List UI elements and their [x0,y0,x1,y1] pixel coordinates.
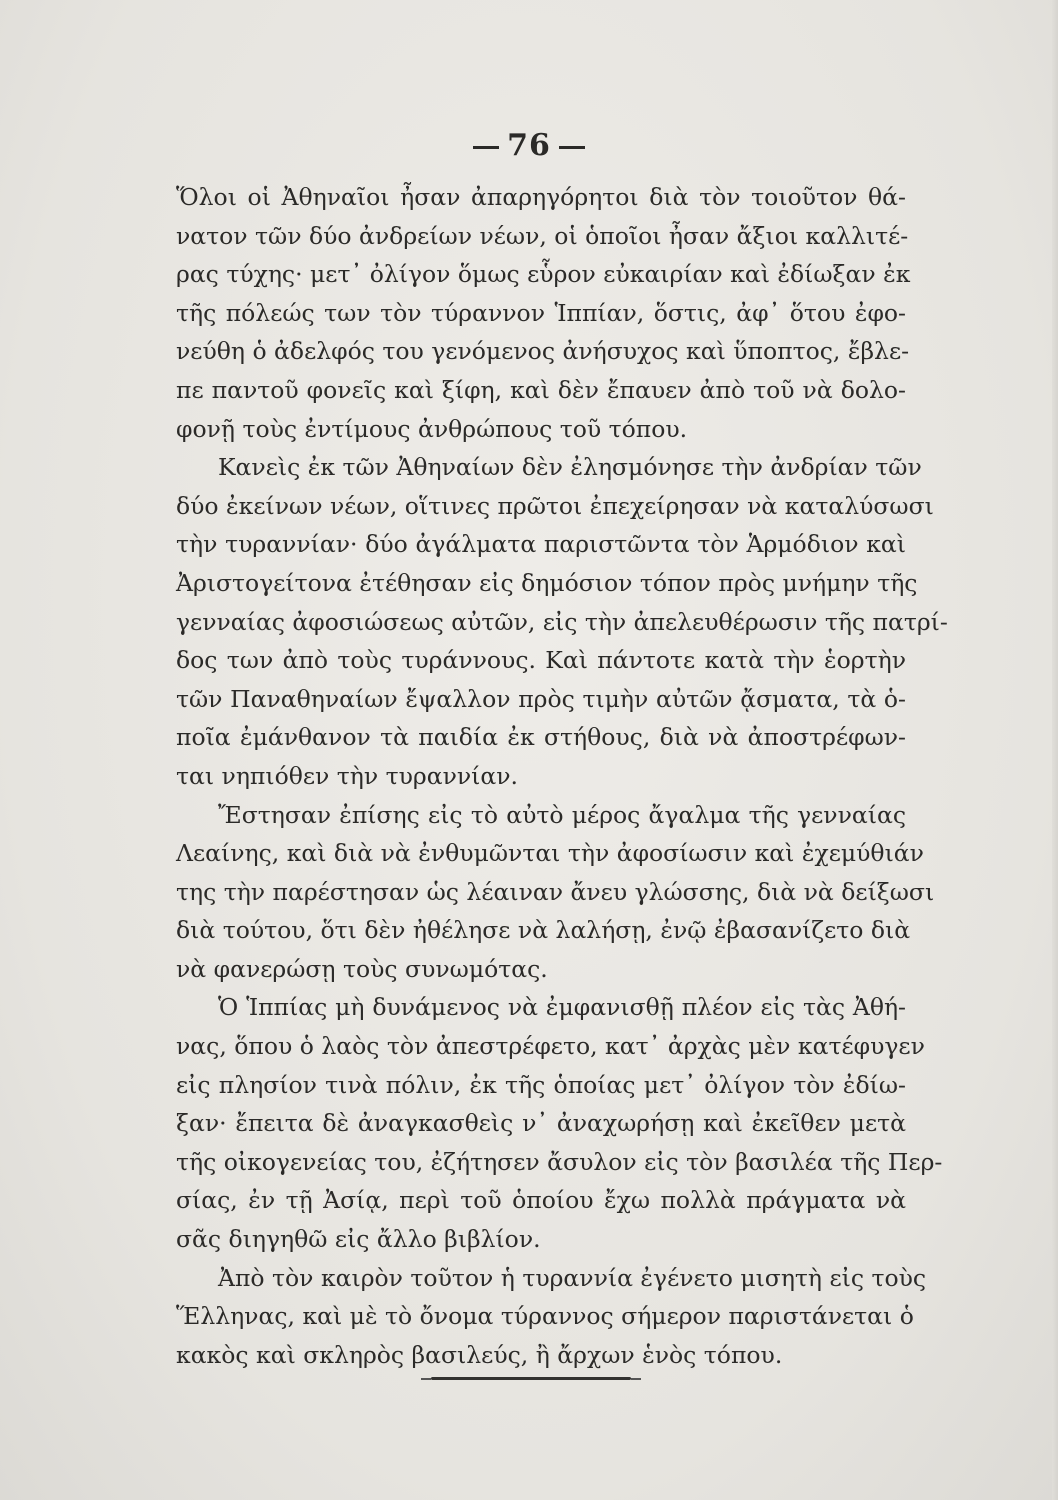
paragraph-5 [176,1259,927,1375]
text-line: δύο ἐκείνων νέων, οἵτινες πρῶτοι ἐπεχείρησαν νὰ καταλύσωσι [176,491,934,520]
paragraph-4 [176,988,943,1258]
page-number-value: 76 [507,128,551,163]
text-line: Ὅλοι οἱ Ἀθηναῖοι ἦσαν ἀπαρηγόρητοι διὰ τὸν τοιοῦτον θά- [176,183,906,211]
paragraph-1 [176,178,911,448]
text-line: Ἕλληνας, καὶ μὲ τὸ ὄνομα τύραννος σήμερον παριστάνεται ὁ [176,1302,914,1331]
page-number [0,128,1058,163]
text-line: Ἀριστογείτονα ἐτέθησαν εἰς δημόσιον τόπον πρὸς μνήμην τῆς [176,568,918,597]
paragraph-2 [176,448,948,795]
end-of-section-rule [431,1377,631,1380]
page-number-dash-left [473,146,499,149]
text-line: Ἀπὸ τὸν καιρὸν τοῦτον ἡ τυραννία ἐγένετο μισητὴ εἰς τοὺς [218,1263,927,1292]
text-line: φονῇ τοὺς ἐντίμους ἀνθρώπους τοῦ τόπου. [176,414,688,443]
text-line: σᾶς διηγηθῶ εἰς ἄλλο βιβλίον. [176,1225,541,1254]
text-line: τῶν Παναθηναίων ἔψαλλον πρὸς τιμὴν αὐτῶν ᾄσματα, τὰ ὁ- [176,684,906,713]
body-text [176,178,948,1374]
text-line: ρας τύχης· μετ᾿ ὀλίγον ὅμως εὗρον εὐκαιρίαν καὶ ἐδίωξαν ἐκ [176,260,911,289]
text-line: εἰς πλησίον τινὰ πόλιν, ἐκ τῆς ὁποίας μετ᾿ ὀλίγον τὸν ἐδίω- [176,1070,906,1099]
page-number-dash-right [559,146,585,149]
text-line: της τὴν παρέστησαν ὡς λέαιναν ἄνευ γλώσσης, διὰ νὰ δείξωσι [176,877,935,906]
text-line: Κανεὶς ἐκ τῶν Ἀθηναίων δὲν ἐλησμόνησε τὴν ἀνδρίαν τῶν [218,453,922,482]
text-line: διὰ τούτου, ὅτι δὲν ἠθέλησε νὰ λαλήσῃ, ἐνῷ ἐβασανίζετο διὰ [176,916,911,945]
text-line: Ἔστησαν ἐπίσης εἰς τὸ αὐτὸ μέρος ἄγαλμα τῆς γενναίας [218,800,906,829]
text-line: νατον τῶν δύο ἀνδρείων νέων, οἱ ὁποῖοι ἦσαν ἄξιοι καλλιτέ- [176,221,909,250]
text-line: νας, ὅπου ὁ λαὸς τὸν ἀπεστρέφετο, κατ᾿ ἀρχὰς μὲν κατέφυγεν [176,1032,925,1061]
text-line: πε παντοῦ φονεῖς καὶ ξίφη, καὶ δὲν ἔπαυεν ἀπὸ τοῦ νὰ δολο- [176,375,906,404]
text-line: κακὸς καὶ σκληρὸς βασιλεύς, ἢ ἄρχων ἑνὸς τόπου. [176,1340,783,1369]
text-line: γενναίας ἀφοσιώσεως αὐτῶν, εἰς τὴν ἀπελευθέρωσιν τῆς πατρί- [176,607,948,636]
page-edge-shadow [1052,0,1058,1500]
text-line: τῆς πόλεώς των τὸν τύραννον Ἱππίαν, ὅστις, ἀφ᾿ ὅτου ἐφο- [176,298,906,327]
text-line: νὰ φανερώσῃ τοὺς συνωμότας. [176,954,548,983]
text-line: ξαν· ἔπειτα δὲ ἀναγκασθεὶς ν᾿ ἀναχωρήσῃ καὶ ἐκεῖθεν μετὰ [176,1109,906,1138]
text-line: τὴν τυραννίαν· δύο ἀγάλματα παριστῶντα τὸν Ἁρμόδιον καὶ [176,530,906,559]
text-line: τῆς οἰκογενείας του, ἐζήτησεν ἄσυλον εἰς τὸν βασιλέα τῆς Περ- [176,1147,943,1176]
text-line: Ὁ Ἱππίας μὴ δυνάμενος νὰ ἐμφανισθῇ πλέον εἰς τὰς Ἀθή- [218,993,906,1022]
text-line: ποῖα ἐμάνθανον τὰ παιδία ἐκ στήθους, διὰ νὰ ἀποστρέφων- [176,723,906,752]
text-line: Λεαίνης, καὶ διὰ νὰ ἐνθυμῶνται τὴν ἀφοσίωσιν καὶ ἐχεμύθιάν [176,839,924,868]
text-line: ται νηπιόθεν τὴν τυραννίαν. [176,761,519,790]
text-line: σίας, ἐν τῇ Ἀσίᾳ, περὶ τοῦ ὁποίου ἔχω πολλὰ πράγματα νὰ [176,1186,906,1215]
paragraph-3 [176,796,935,989]
text-line: δος των ἀπὸ τοὺς τυράννους. Καὶ πάντοτε κατὰ τὴν ἑορτὴν [176,646,906,675]
text-line: νεύθη ὁ ἀδελφός του γενόμενος ἀνήσυχος καὶ ὕποπτος, ἔβλε- [176,337,910,366]
